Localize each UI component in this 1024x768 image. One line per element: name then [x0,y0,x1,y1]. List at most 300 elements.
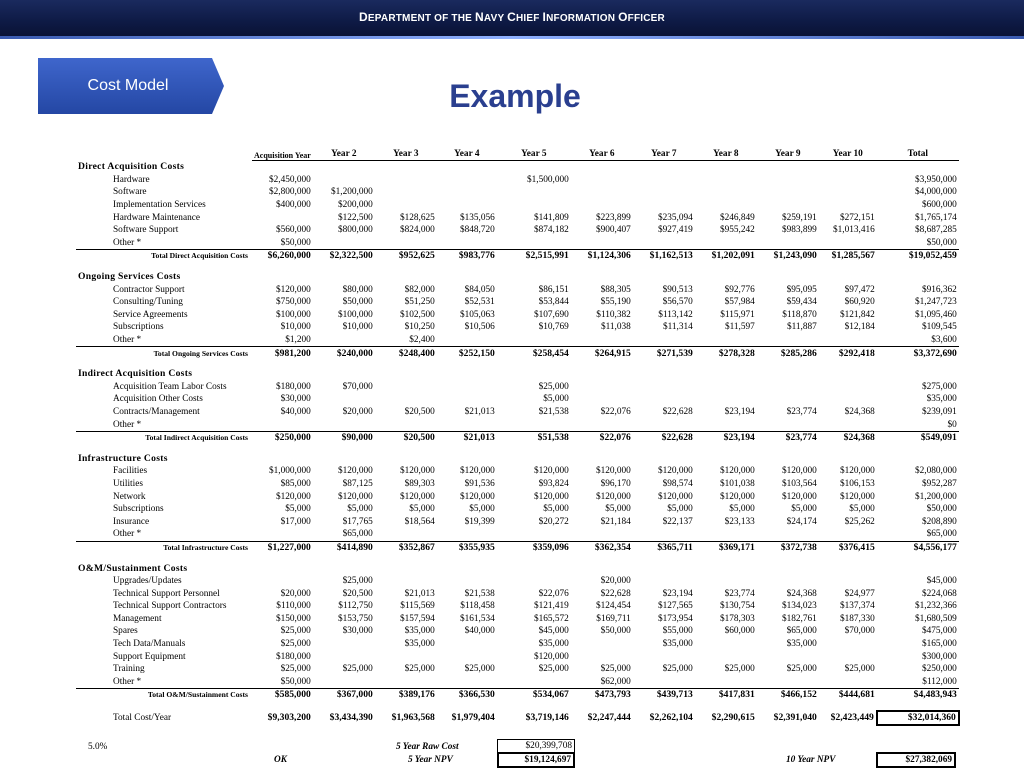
total-cell: $439,713 [633,689,695,702]
npv5-value: $19,124,697 [497,752,575,768]
cost-cell: $87,125 [342,478,373,489]
cost-row [76,283,959,296]
cost-cell: $239,091 [921,406,957,417]
cost-cell [571,650,633,663]
cost-cell: $5,000 [347,504,373,515]
total-cell: $362,354 [571,541,633,554]
cost-cell [819,381,877,394]
cost-cell: $120,000 [595,466,631,477]
cost-cell: $2,400 [409,335,435,346]
cost-cell [375,393,437,406]
cost-cell [757,237,819,250]
cost-cell [757,418,819,431]
total-cell: $952,625 [375,250,437,263]
cost-cell: $400,000 [275,200,311,211]
cost-cell: $11,887 [786,322,817,333]
grand-total-cell: $2,262,104 [649,712,693,724]
total-cell: $549,091 [877,431,959,444]
total-cell: $1,124,306 [571,250,633,263]
cost-cell: $21,013 [404,588,435,599]
cost-cell [497,334,571,347]
cost-cell [437,186,497,199]
row-label: Implementation Services [113,200,206,211]
total-cell: $1,227,000 [252,541,313,554]
cost-cell: $55,000 [662,626,693,637]
total-cell: $352,867 [375,541,437,554]
row-label: Subscriptions [113,504,164,515]
cost-cell [757,199,819,212]
cost-cell: $50,000 [342,297,373,308]
cost-cell: $141,809 [533,212,569,223]
cost-row [76,186,959,199]
cost-cell [757,381,819,394]
cost-cell: $173,954 [657,613,693,624]
cost-cell [819,334,877,347]
cost-row [76,211,959,224]
spacer-cell [76,360,959,368]
cost-cell [633,199,695,212]
cost-cell: $824,000 [399,225,435,236]
cost-cell [695,174,757,187]
cost-cell [757,334,819,347]
cost-cell [819,174,877,187]
cost-cell: $93,824 [538,478,569,489]
cost-row [76,309,959,322]
cost-cell: $1,000,000 [268,466,311,477]
cost-cell: $25,262 [844,516,875,527]
cost-cell: $23,194 [724,406,755,417]
cost-cell [375,199,437,212]
cost-cell [819,418,877,431]
section-header-row [76,562,959,575]
row-label: Software [113,187,147,198]
cost-cell [437,334,497,347]
cost-cell: $874,182 [533,225,569,236]
cost-cell: $100,000 [337,309,373,320]
cost-cell: $121,842 [839,309,875,320]
cost-cell: $115,569 [400,601,435,612]
cost-cell: $35,000 [786,639,817,650]
spacer-cell [76,702,959,711]
cost-cell [819,237,877,250]
cost-cell: $110,382 [596,309,631,320]
row-label: Consulting/Tuning [113,297,183,308]
total-cell: $258,454 [497,347,571,360]
cost-cell: $11,038 [600,322,631,333]
cost-cell [313,418,375,431]
cost-cell: $12,184 [844,322,875,333]
cost-cell: $5,000 [605,504,631,515]
cost-cell: $22,628 [662,406,693,417]
total-cell: $20,500 [375,431,437,444]
total-cell: $3,372,690 [877,347,959,360]
cost-cell [437,650,497,663]
row-label: Hardware Maintenance [113,212,200,223]
cost-cell: $35,000 [662,639,693,650]
cost-cell: $24,368 [844,406,875,417]
cost-cell [437,575,497,588]
total-cell: $473,793 [571,689,633,702]
col-header: Year 3 [375,138,437,161]
section-title: O&M/Sustainment Costs [78,562,188,574]
cost-cell: $70,000 [342,381,373,392]
grand-total-label: Total Cost/Year [113,713,172,724]
total-cell: $466,152 [757,689,819,702]
cost-cell: $10,000 [342,322,373,333]
cost-cell [375,528,437,541]
cost-cell: $1,013,416 [832,225,875,236]
cost-cell: $208,890 [921,516,957,527]
cost-cell: $0 [947,419,957,430]
cost-cell: $115,971 [720,309,755,320]
cost-cell [695,334,757,347]
cost-row [76,663,959,676]
cost-row [76,490,959,503]
cost-cell [757,174,819,187]
npv10-value: $27,382,069 [876,752,956,768]
cost-cell [633,381,695,394]
grand-total-cell: $3,434,390 [329,712,373,724]
row-label: Spares [113,626,138,637]
cost-cell: $57,984 [724,297,755,308]
cost-cell [437,638,497,651]
cost-cell: $100,000 [275,309,311,320]
cost-cell: $50,000 [280,237,311,248]
cost-cell [633,393,695,406]
spacer-row [76,263,959,271]
cost-cell: $25,000 [342,576,373,587]
cost-cell: $120,000 [657,491,693,502]
cost-cell: $22,076 [538,588,569,599]
header-blank [76,138,252,161]
row-label: Network [113,491,146,502]
cost-cell: $120,000 [657,466,693,477]
cost-cell: $8,687,285 [914,225,957,236]
section-total-row [76,689,959,702]
grand-total-cell: $1,963,568 [391,712,435,724]
spacer-cell [76,554,959,562]
section-header-row [76,368,959,381]
row-label: Upgrades/Updates [113,576,182,587]
cost-cell: $98,574 [662,478,693,489]
total-cell: $359,096 [497,541,571,554]
cost-cell: $1,247,723 [914,297,957,308]
cost-cell: $1,232,366 [914,601,957,612]
cost-cell [375,186,437,199]
cost-cell: $153,750 [337,613,373,624]
grand-total-cell: $1,979,404 [451,712,495,724]
cost-cell: $983,899 [781,225,817,236]
cost-cell: $3,600 [931,335,957,346]
cost-cell: $955,242 [719,225,755,236]
cost-table [76,138,960,726]
cost-cell: $25,000 [600,664,631,675]
cost-cell: $5,000 [543,394,569,405]
cost-cell: $200,000 [337,200,373,211]
cost-cell [695,650,757,663]
row-label: Tech Data/Manuals [113,639,186,650]
cost-cell: $5,000 [791,504,817,515]
total-cell: $372,738 [757,541,819,554]
total-cell: $248,400 [375,347,437,360]
spacer-row [76,554,959,562]
cost-row [76,676,959,689]
total-cell: $585,000 [252,689,313,702]
cost-cell: $56,570 [662,297,693,308]
cost-cell: $120,000 [719,466,755,477]
row-label: Support Equipment [113,651,186,662]
cost-row [76,575,959,588]
cost-cell: $50,000 [600,626,631,637]
cost-cell: $95,095 [786,284,817,295]
cost-row [76,650,959,663]
row-label: Acquisition Team Labor Costs [113,381,227,392]
cost-cell: $102,500 [399,309,435,320]
total-cell: $240,000 [313,347,375,360]
cost-cell: $120,000 [533,491,569,502]
cost-cell [437,393,497,406]
cost-cell: $53,844 [538,297,569,308]
cost-cell: $122,500 [337,212,373,223]
cost-cell [313,174,375,187]
cost-cell [571,638,633,651]
cost-cell: $272,151 [839,212,875,223]
cost-cell [313,237,375,250]
cost-cell: $92,776 [724,284,755,295]
col-header: Year 8 [695,138,757,161]
cost-cell: $916,362 [921,284,957,295]
spacer-row [76,360,959,368]
cost-cell: $22,137 [662,516,693,527]
cost-row [76,224,959,237]
total-cell: $271,539 [633,347,695,360]
cost-cell: $5,000 [667,504,693,515]
cost-cell [252,211,313,224]
cost-cell: $120,000 [781,491,817,502]
cost-model-tab[interactable] [38,58,224,114]
row-label: Other * [113,419,142,430]
cost-cell: $25,000 [280,639,311,650]
cost-model-label: Cost Model [87,77,169,94]
cost-cell: $246,849 [719,212,755,223]
cost-cell [819,650,877,663]
cost-cell: $10,000 [280,322,311,333]
cost-cell: $106,153 [839,478,875,489]
cost-cell: $235,094 [657,212,693,223]
cost-cell: $120,000 [595,491,631,502]
total-cell: $19,052,459 [877,250,959,263]
grand-total-cell: $2,247,444 [587,712,631,724]
total-label: Total Ongoing Services Costs [76,347,252,360]
section-total-row [76,250,959,263]
cost-cell [633,676,695,689]
col-header: Year 6 [571,138,633,161]
cost-cell: $165,572 [533,613,569,624]
cost-cell: $182,761 [781,613,817,624]
spacer-row [76,702,959,711]
section-title: Indirect Acquisition Costs [78,368,193,380]
cost-cell: $85,000 [280,478,311,489]
cost-cell [313,393,375,406]
cost-cell: $223,899 [595,212,631,223]
cost-cell: $120,000 [337,466,373,477]
cost-cell: $3,950,000 [914,174,957,185]
cost-cell [633,528,695,541]
cost-cell: $35,000 [404,626,435,637]
cost-cell: $21,538 [538,406,569,417]
cost-cell [571,186,633,199]
col-header: Year 10 [819,138,877,161]
cost-cell [375,418,437,431]
cost-cell: $1,200,000 [914,491,957,502]
cost-cell: $259,191 [781,212,817,223]
row-label: Technical Support Contractors [113,601,227,612]
cost-cell: $17,765 [342,516,373,527]
col-header: Year 4 [437,138,497,161]
cost-cell: $60,920 [844,297,875,308]
cost-cell: $96,170 [600,478,631,489]
cost-cell [571,393,633,406]
cost-cell: $65,000 [342,529,373,540]
cost-cell [313,676,375,689]
cost-cell: $65,000 [786,626,817,637]
spacer-cell [76,444,959,452]
cost-cell: $17,000 [280,516,311,527]
total-label: Total Indirect Acquisition Costs [76,431,252,444]
cost-cell: $169,711 [596,613,631,624]
row-label: Subscriptions [113,322,164,333]
cost-cell: $1,500,000 [526,174,569,185]
cost-cell: $35,000 [404,639,435,650]
cost-cell [819,575,877,588]
cost-cell [313,638,375,651]
total-cell: $22,076 [571,431,633,444]
cost-cell: $113,142 [658,309,693,320]
cost-cell: $103,564 [781,478,817,489]
cost-cell: $50,000 [926,504,957,515]
cost-cell: $20,000 [600,576,631,587]
cost-cell [819,393,877,406]
total-cell: $51,538 [497,431,571,444]
total-cell: $981,200 [252,347,313,360]
cost-cell: $105,063 [459,309,495,320]
cost-cell: $120,000 [839,491,875,502]
col-header: Year 7 [633,138,695,161]
banner-title: DEPARTMENT OF THE NAVY CHIEF INFORMATION OFFICER [359,10,665,24]
row-label: Other * [113,529,142,540]
cost-cell: $10,506 [464,322,495,333]
cost-row [76,528,959,541]
cost-row [76,334,959,347]
cost-cell: $1,680,509 [914,613,957,624]
total-cell: $4,556,177 [877,541,959,554]
cost-cell: $91,536 [464,478,495,489]
cost-row [76,465,959,478]
total-cell: $367,000 [313,689,375,702]
cost-cell: $128,625 [399,212,435,223]
cost-cell: $23,774 [724,588,755,599]
cost-cell: $18,564 [404,516,435,527]
cost-cell [375,174,437,187]
cost-cell: $24,368 [786,588,817,599]
cost-cell: $35,000 [926,394,957,405]
cost-cell: $20,000 [280,588,311,599]
cost-cell [375,650,437,663]
cost-cell [695,676,757,689]
col-header: Year 5 [497,138,571,161]
cost-cell: $40,000 [464,626,495,637]
total-cell: $2,515,991 [497,250,571,263]
cost-cell: $70,000 [844,626,875,637]
total-cell: $285,286 [757,347,819,360]
cost-cell [437,418,497,431]
cost-cell: $178,303 [719,613,755,624]
cost-cell: $1,200,000 [330,187,373,198]
cost-cell: $137,374 [839,601,875,612]
total-cell: $24,368 [819,431,877,444]
total-cell: $376,415 [819,541,877,554]
total-cell: $264,915 [571,347,633,360]
cost-cell [695,186,757,199]
cost-row [76,625,959,638]
cost-cell [757,186,819,199]
cost-cell: $120,000 [399,466,435,477]
total-cell: $23,774 [757,431,819,444]
row-label: Management [113,613,162,624]
cost-cell: $180,000 [275,381,311,392]
cost-cell: $5,000 [543,504,569,515]
total-cell: $23,194 [695,431,757,444]
cost-cell [571,237,633,250]
total-cell: $369,171 [695,541,757,554]
cost-cell: $2,450,000 [268,174,311,185]
cost-cell: $5,000 [409,504,435,515]
cost-cell: $21,538 [464,588,495,599]
total-cell: $4,483,943 [877,689,959,702]
total-cell: $250,000 [252,431,313,444]
cost-cell: $560,000 [275,225,311,236]
cost-cell: $23,194 [662,588,693,599]
total-cell: $389,176 [375,689,437,702]
total-label: Total O&M/Sustainment Costs [76,689,252,702]
cost-row [76,199,959,212]
cost-cell [757,650,819,663]
cost-cell [633,186,695,199]
total-cell: $417,831 [695,689,757,702]
cost-cell [497,186,571,199]
cost-cell: $11,314 [662,322,693,333]
cost-cell [695,393,757,406]
cost-cell [437,528,497,541]
cost-cell: $109,545 [921,322,957,333]
row-label: Other * [113,237,142,248]
cost-cell: $5,000 [729,504,755,515]
cost-cell: $120,000 [781,466,817,477]
cost-cell: $5,000 [469,504,495,515]
header-row [76,138,959,161]
cost-cell: $10,769 [538,322,569,333]
cost-cell [437,381,497,394]
total-cell: $292,418 [819,347,877,360]
cost-cell [571,418,633,431]
cost-cell: $10,250 [404,322,435,333]
cost-cell: $750,000 [275,297,311,308]
cost-cell [695,381,757,394]
spacer-cell [76,263,959,271]
cost-cell: $23,133 [724,516,755,527]
total-cell: $1,162,513 [633,250,695,263]
cost-cell: $40,000 [280,406,311,417]
